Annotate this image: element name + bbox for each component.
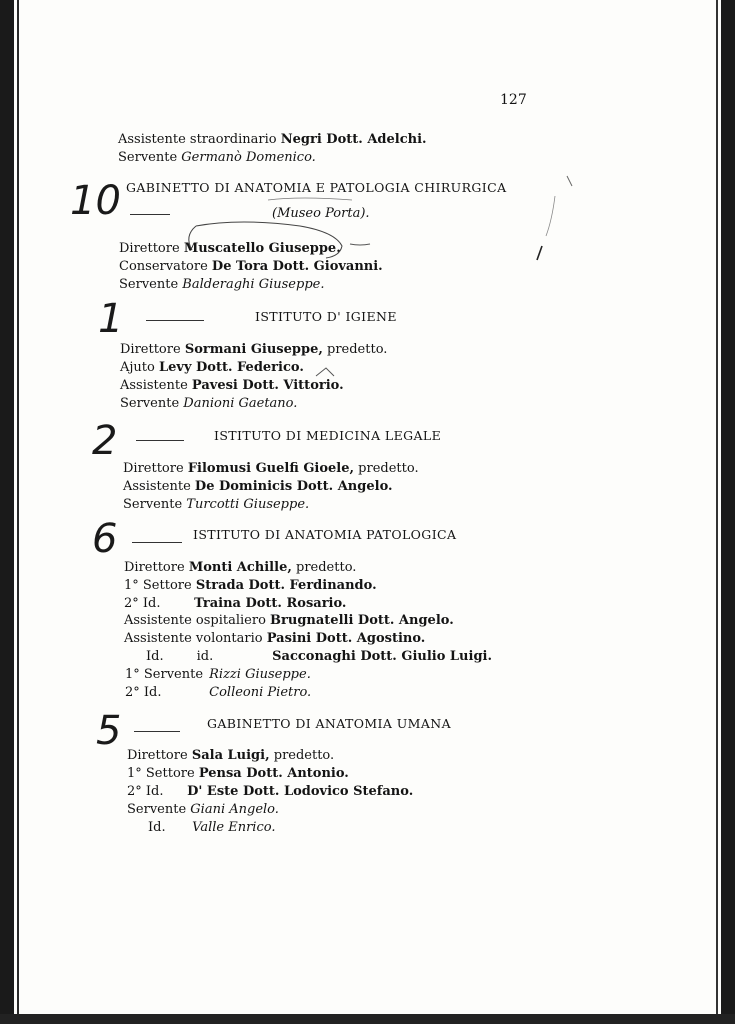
role-label: Servente	[123, 497, 183, 512]
page-number: 127	[500, 92, 527, 108]
role-label: 2° Id.	[127, 784, 164, 799]
person-name: Brugnatelli Dott. Angelo.	[270, 613, 454, 628]
person-name: Negri Dott. Adelchi.	[280, 132, 427, 147]
suffix-text: predetto.	[354, 461, 419, 476]
person-name: Rizzi Giuseppe.	[209, 667, 311, 682]
role-label: Assistente ospitaliero	[124, 613, 266, 628]
handwritten-number: 2	[92, 418, 118, 464]
pencil-stroke	[316, 368, 334, 376]
person-name: Pensa Dott. Antonio.	[198, 766, 349, 781]
person-name: Traina Dott. Rosario.	[194, 596, 347, 611]
person-name: Balderaghi Giuseppe.	[182, 277, 325, 292]
pencil-stroke	[350, 244, 370, 245]
role-label: Direttore	[123, 461, 184, 476]
pencil-stroke	[537, 246, 542, 260]
role-label: 1° Settore	[124, 578, 192, 593]
person-name: Sacconaghi Dott. Giulio Luigi.	[272, 649, 492, 664]
person-name: Danioni Gaetano.	[183, 396, 298, 411]
person-name: Monti Achille,	[188, 560, 292, 575]
pencil-stroke	[567, 176, 572, 186]
role-label: Conservatore	[119, 259, 208, 274]
person-name: Sala Luigi,	[191, 748, 270, 763]
section-title: GABINETTO DI ANATOMIA E PATOLOGIA CHIRURGICA	[126, 180, 507, 195]
pencil-stroke	[196, 222, 342, 258]
person-name: Pasini Dott. Agostino.	[266, 631, 426, 646]
person-name: Turcotti Giuseppe.	[186, 497, 310, 512]
role-label: Assistente straordinario	[118, 132, 277, 147]
handwritten-number: 1	[98, 296, 124, 342]
role-label: Direttore	[119, 241, 180, 256]
section-title: ISTITUTO DI ANATOMIA PATOLOGICA	[193, 527, 457, 542]
person-name: D' Este Dott. Lodovico Stefano.	[187, 784, 414, 799]
role-label: Assistente volontario	[124, 631, 263, 646]
suffix-text: predetto.	[322, 342, 388, 357]
handwritten-number: 5	[96, 708, 122, 754]
role-label: 1° Settore	[127, 766, 195, 781]
role-label: Servente	[118, 150, 178, 165]
role-label: Servente	[120, 396, 180, 411]
person-name: Muscatello Giuseppe.	[183, 241, 341, 256]
role-label: Ajuto	[120, 360, 155, 375]
person-name: Sormani Giuseppe,	[184, 342, 323, 357]
role-label: Direttore	[120, 342, 181, 357]
pencil-stroke	[189, 226, 196, 250]
role-label: Servente	[127, 802, 187, 817]
person-name: De Tora Dott. Giovanni.	[211, 259, 383, 274]
pencil-stroke	[546, 196, 555, 236]
role-label: Servente	[119, 277, 179, 292]
person-name: Valle Enrico.	[192, 820, 276, 835]
section-subtitle: (Museo Porta).	[272, 206, 370, 221]
role-label: Direttore	[124, 560, 185, 575]
person-name: Colleoni Pietro.	[209, 685, 312, 700]
role-label: Id.	[148, 820, 166, 835]
section-title: GABINETTO DI ANATOMIA UMANA	[207, 716, 452, 731]
handwritten-number: 10	[70, 178, 121, 224]
person-name: Strada Dott. Ferdinando.	[195, 578, 377, 593]
suffix-text: predetto.	[291, 560, 357, 575]
person-name: Levy Dott. Federico.	[158, 360, 304, 375]
person-name: Filomusi Guelfi Gioele,	[187, 461, 355, 476]
role-label: 2° Id.	[125, 685, 162, 700]
section-title: ISTITUTO D' IGIENE	[255, 309, 397, 324]
role-label: 1° Servente	[125, 667, 204, 682]
handwritten-number: 6	[92, 516, 118, 562]
pencil-stroke	[268, 198, 352, 200]
role-label: Direttore	[127, 748, 188, 763]
person-name: Pavesi Dott. Vittorio.	[191, 378, 344, 393]
role-label: Assistente	[123, 479, 191, 494]
person-name: De Dominicis Dott. Angelo.	[194, 479, 393, 494]
role-label: Id. id.	[146, 649, 214, 664]
person-name: Germanò Domenico.	[181, 150, 316, 165]
role-label: Assistente	[120, 378, 188, 393]
person-name: Giani Angelo.	[190, 802, 279, 817]
section-title: ISTITUTO DI MEDICINA LEGALE	[214, 428, 442, 443]
role-label: 2° Id.	[124, 596, 161, 611]
suffix-text: predetto.	[269, 748, 335, 763]
